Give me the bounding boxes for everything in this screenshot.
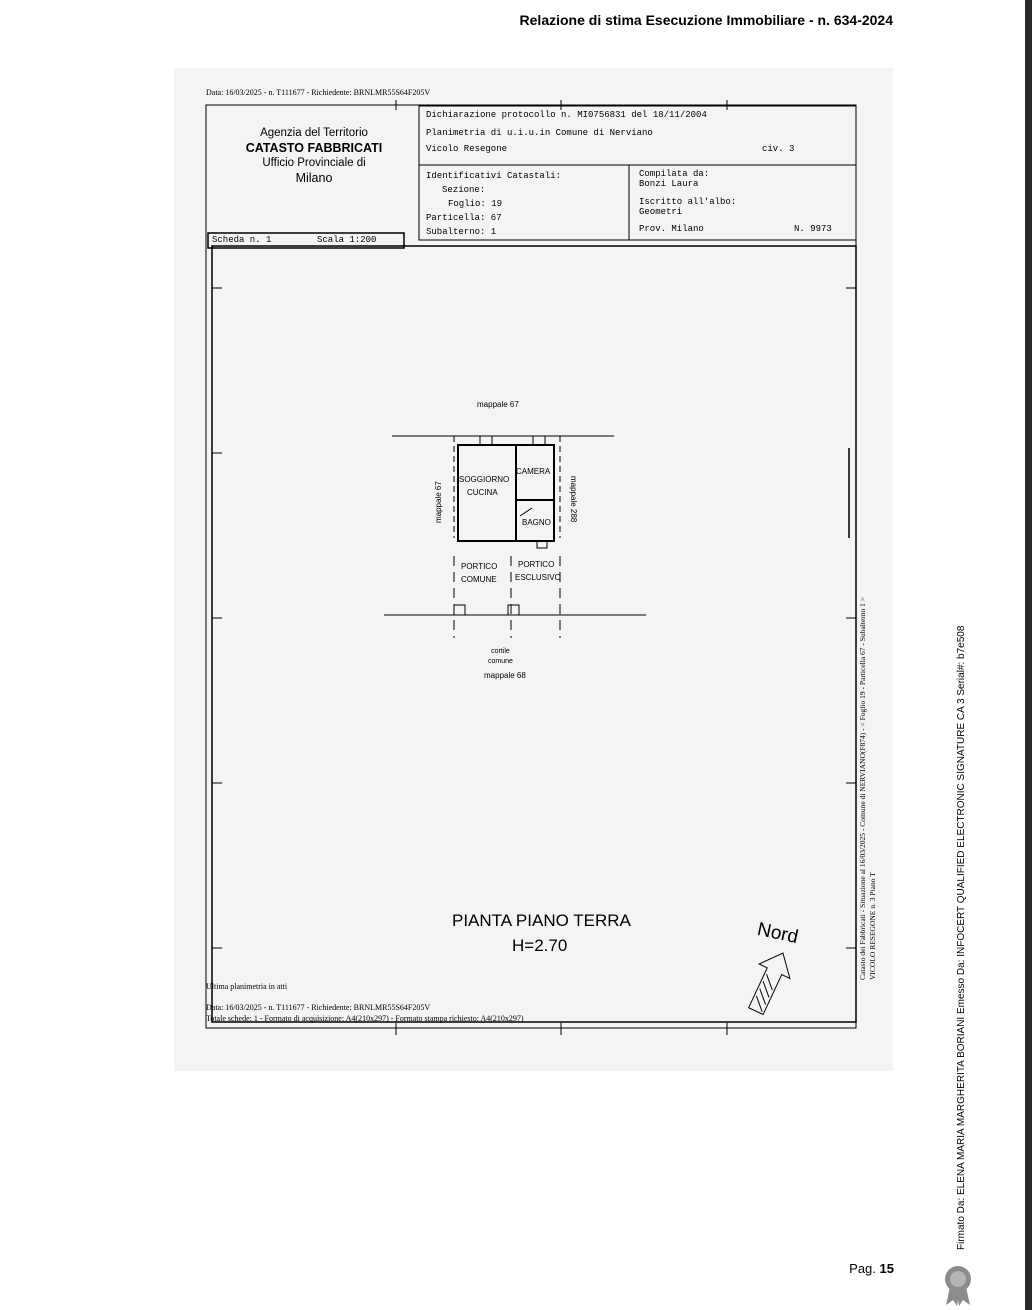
mappale-bottom: mappale 68 [484,671,526,680]
signature-seal-icon [940,1263,976,1307]
floor-height: H=2.70 [512,936,568,955]
footer-line-2: Data: 16/03/2025 - n. T111677 - Richiedente: BRNLMR55S64F205V [206,1003,431,1012]
report-title: Relazione di stima Esecuzione Immobiliare - n. 634-2024 [519,12,893,28]
mappale-right: mappale 288 [569,476,578,523]
footer-line-3: Totale schede: 1 - Formato di acquisizione: A4(210x297) - Formato stampa richiesto: A4(210x297) [206,1014,524,1023]
compiler-block [639,169,736,217]
portico-comune: PORTICO COMUNE [461,562,498,584]
room-bagno: BAGNO [522,518,551,527]
room-soggiorno: SOGGIORNO [459,475,510,484]
albo-label: Iscritto all'albo: [639,197,737,207]
agency-name: Agenzia del Territorio [260,127,368,139]
page-number [820,1261,894,1276]
subalterno: Subalterno: 1 [426,227,497,237]
agency-block [214,126,414,186]
sezione: Sezione: [442,185,486,195]
protocol-line: Dichiarazione protocollo n. MI0756831 del 18/11/2004 [426,110,707,120]
room-cucina: CUCINA [467,488,498,497]
albo-value: Geometri [639,207,683,217]
floor-title: PIANTA PIANO TERRA [452,911,631,930]
cortile-label: cortile comune [488,648,513,665]
scheda-label: Scheda n. 1 [212,235,272,245]
agency-city: Milano [295,171,333,185]
room-camera: CAMERA [516,467,551,476]
compiler-label: Compilata da: [639,169,710,179]
agency-office: Ufficio Provinciale di [262,157,366,169]
portico-esclusivo: PORTICO ESCLUSIVO [515,560,561,582]
page-label: Pag. [849,1261,876,1276]
drawing-frame [212,246,856,1022]
agency-catasto: CATASTO FABBRICATI [245,141,383,155]
declaration-block [426,106,707,142]
particella: Particella: 67 [426,213,502,223]
cadastral-sheet [174,68,893,1071]
top-note: Data: 16/03/2025 - n. T111677 - Richiedente: BRNLMR55S64F205V [206,88,431,97]
north-label: Nord [755,918,801,949]
compiler-name: Bonzi Laura [639,179,699,189]
compiler-prov: Prov. Milano [639,224,704,234]
digital-signature: Firmato Da: ELENA MARIA MARGHERITA BORIANI Emesso Da: INFOCERT QUALIFIED ELECTRONIC SIGNATURE CA 3 Serial#: b7e508 [956,625,967,1250]
cadastral-vertical-text: Catasto dei Fabbricati - Situazione al 16/03/2025 - Comune di NERVIANO(F874) - < Foglio 19 - Particella 67 - Subalterno 1 > VICOLO RESEGONE n. 3 Piano T [858,596,877,980]
mappale-top: mappale 67 [477,400,519,409]
plan-line: Planimetria di u.i.u.in Comune di Nerviano [426,128,653,138]
north-arrow-icon [734,948,804,1018]
mappale-left: mappale 67 [434,481,443,523]
foglio: Foglio: 19 [448,199,503,209]
identifiers-title: Identificativi Catastali: [426,171,562,181]
page-number-value: 15 [879,1261,894,1276]
street-line: Vicolo Resegone [426,144,508,154]
civ-line: civ. 3 [762,144,795,154]
compiler-number: N. 9973 [794,224,832,234]
identifiers-block [426,169,561,239]
scale-label: Scala 1:200 [317,235,377,245]
footer-line-1: Ultima planimetria in atti [206,982,288,991]
page-edge-bar [1025,0,1032,1310]
